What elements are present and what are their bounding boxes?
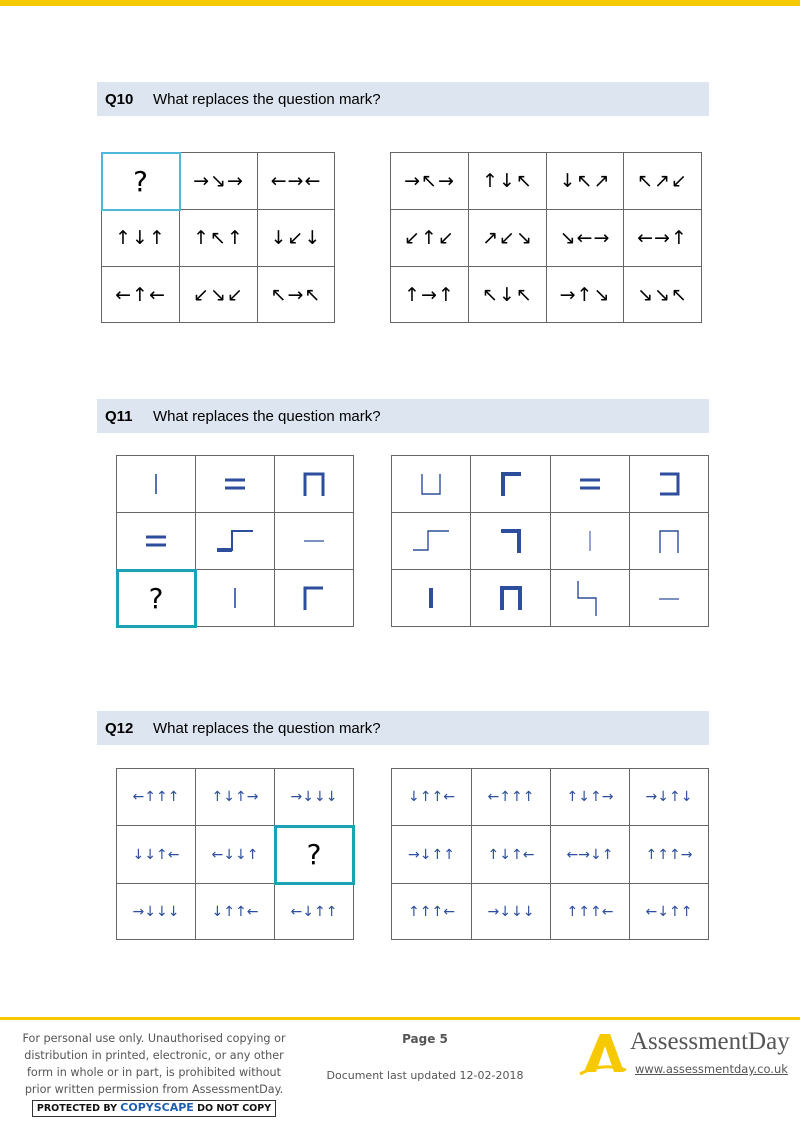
arrow-sequence: ↑↓↑→ — [211, 789, 259, 805]
question-header-q12 — [97, 711, 709, 745]
double-horizontal-bar-shape — [215, 469, 255, 499]
puzzle-cell — [102, 210, 180, 267]
q10-options-grid — [390, 152, 702, 323]
arrow-sequence: ↑↑↑→ — [645, 846, 693, 863]
puzzle-cell — [258, 267, 335, 323]
puzzle-cell — [196, 826, 275, 884]
puzzle-cell — [117, 456, 196, 513]
puzzle-cell — [258, 210, 335, 267]
puzzle-cell — [117, 884, 196, 940]
option-cell[interactable] — [469, 267, 547, 323]
website-link[interactable]: www.assessmentday.co.uk — [635, 1062, 788, 1076]
arrow-sequence: ↑→↑ — [404, 283, 455, 306]
arrow-sequence: ↑↑↑← — [408, 903, 455, 920]
bracket-right-shape — [649, 469, 689, 499]
step-shape — [409, 526, 453, 556]
thick-vertical-bar-shape — [411, 583, 451, 613]
option-cell[interactable] — [547, 210, 624, 267]
puzzle-cell — [196, 884, 275, 940]
step-shape — [213, 526, 257, 556]
arrow-sequence: →↑↘ — [559, 283, 611, 306]
q11-puzzle-grid — [116, 455, 354, 627]
arrow-sequence: →↓↓↓ — [487, 903, 535, 920]
arrow-sequence: ↑↖↑ — [193, 227, 244, 249]
option-cell[interactable] — [630, 456, 709, 513]
arch-shape — [294, 469, 334, 499]
option-cell[interactable] — [392, 826, 472, 884]
arrow-sequence: ←↑↑↑ — [132, 789, 180, 805]
question-mark: ? — [306, 838, 322, 871]
question-mark-cell — [275, 826, 354, 884]
brand-name: AssessmentDay — [630, 1028, 790, 1055]
puzzle-cell — [196, 769, 275, 826]
arrow-sequence: ←↓↑↑ — [290, 903, 338, 920]
arrow-sequence: ↙↘↙ — [193, 283, 244, 306]
logo-a-icon — [578, 1032, 628, 1076]
question-mark-cell — [102, 153, 180, 210]
arrow-sequence: ↑↓↖ — [482, 170, 533, 192]
question-number: Q11 — [105, 407, 133, 425]
arrow-sequence: ↓↓↑← — [132, 846, 180, 863]
option-cell[interactable] — [630, 570, 709, 627]
option-cell[interactable] — [630, 884, 709, 940]
arrow-sequence: ↓↑↑← — [408, 789, 455, 805]
puzzle-cell — [102, 267, 180, 323]
thin-vertical-bar-shape — [570, 526, 610, 556]
option-cell[interactable] — [551, 826, 630, 884]
option-cell[interactable] — [624, 153, 702, 210]
puzzle-cell — [196, 570, 275, 627]
option-cell[interactable] — [469, 153, 547, 210]
puzzle-cell — [275, 769, 354, 826]
option-cell[interactable] — [624, 210, 702, 267]
zigzag-shape — [570, 578, 610, 618]
cup-shape — [411, 469, 451, 499]
puzzle-cell — [180, 153, 258, 210]
option-cell[interactable] — [391, 210, 469, 267]
puzzle-cell — [275, 884, 354, 940]
corner-top-right-shape — [491, 526, 531, 556]
option-cell[interactable] — [471, 456, 551, 513]
question-mark: ? — [133, 164, 148, 198]
puzzle-cell — [258, 153, 335, 210]
option-cell[interactable] — [392, 570, 471, 627]
thin-horizontal-dash-shape — [294, 526, 334, 556]
arrow-sequence: ↑↑↑← — [566, 903, 614, 920]
option-cell[interactable] — [551, 769, 630, 826]
option-cell[interactable] — [471, 513, 551, 570]
option-cell[interactable] — [472, 884, 551, 940]
option-cell[interactable] — [469, 210, 547, 267]
option-cell[interactable] — [630, 769, 709, 826]
q11-options-grid — [391, 455, 709, 627]
arrow-sequence: →↓↑↓ — [645, 789, 693, 805]
option-cell[interactable] — [472, 769, 551, 826]
question-text: What replaces the question mark? — [153, 90, 381, 108]
question-number: Q10 — [105, 90, 134, 108]
puzzle-cell — [275, 513, 354, 570]
arrow-sequence: ↑↓↑← — [487, 846, 535, 863]
copyscape-suffix: DO NOT COPY — [197, 1103, 272, 1114]
page-number: Page 5 — [402, 1032, 448, 1046]
corner-top-left-shape — [294, 583, 334, 613]
arrow-sequence: ←→↓↑ — [566, 846, 614, 863]
arrow-sequence: ↓↑↑← — [211, 903, 259, 920]
arrow-sequence: ↑↓↑ — [115, 227, 166, 249]
last-updated: Document last updated 12-02-2018 — [326, 1069, 524, 1082]
arrow-sequence: ↗↙↘ — [482, 227, 533, 249]
option-cell[interactable] — [392, 884, 472, 940]
puzzle-cell — [180, 267, 258, 323]
arrow-sequence: ↓↙↓ — [270, 227, 322, 249]
option-cell[interactable] — [551, 456, 630, 513]
question-mark-cell — [117, 570, 196, 627]
option-cell[interactable] — [472, 826, 551, 884]
puzzle-cell — [117, 826, 196, 884]
arrow-sequence: →↓↑↑ — [408, 846, 455, 863]
question-text: What replaces the question mark? — [153, 719, 381, 737]
arrow-sequence: ↖→↖ — [270, 283, 322, 306]
arrow-sequence: ↖↗↙ — [637, 170, 688, 192]
arrow-sequence: →↓↓↓ — [132, 903, 180, 920]
puzzle-cell — [275, 570, 354, 627]
thin-horizontal-dash-shape — [649, 583, 689, 613]
arrow-sequence: ←→← — [270, 170, 322, 192]
arch-shape — [649, 526, 689, 556]
copyscape-prefix: PROTECTED BY — [36, 1103, 117, 1114]
option-cell[interactable] — [624, 267, 702, 323]
arrow-sequence: ←→↑ — [637, 227, 688, 249]
thin-vertical-bar-shape — [215, 583, 255, 613]
arrow-sequence: ←↑↑↑ — [487, 789, 535, 805]
arrow-sequence: ←↓↓↑ — [211, 846, 259, 863]
option-cell[interactable] — [551, 513, 630, 570]
option-cell[interactable] — [551, 884, 630, 940]
question-header-q10 — [97, 82, 709, 116]
arrow-sequence: →↖→ — [404, 170, 455, 192]
q12-options-grid — [391, 768, 709, 940]
option-cell[interactable] — [547, 267, 624, 323]
puzzle-cell — [275, 456, 354, 513]
arch-shape — [491, 583, 531, 613]
arrow-sequence: →↓↓↓ — [290, 789, 338, 805]
arrow-sequence: →↘→ — [193, 170, 244, 192]
option-cell[interactable] — [630, 513, 709, 570]
arrow-sequence: ↓↖↗ — [559, 170, 611, 192]
puzzle-cell — [117, 769, 196, 826]
arrow-sequence: ↘←→ — [559, 227, 611, 249]
option-cell[interactable] — [547, 153, 624, 210]
arrow-sequence: ↖↓↖ — [482, 283, 533, 306]
q12-puzzle-grid — [116, 768, 354, 940]
q10-puzzle-grid — [101, 152, 335, 323]
puzzle-cell — [117, 513, 196, 570]
copyright-notice: For personal use only. Unauthorised copying or distribution in printed, electronic, or any other form in whole or in part, is prohibited without prior written permission from AssessmentDay. — [22, 1032, 286, 1096]
arrow-sequence: ←↓↑↑ — [645, 903, 693, 920]
thin-vertical-bar-shape — [136, 469, 176, 499]
option-cell[interactable] — [551, 570, 630, 627]
double-horizontal-bar-shape — [136, 526, 176, 556]
puzzle-cell — [180, 210, 258, 267]
question-mark: ? — [148, 581, 164, 615]
option-cell[interactable] — [630, 826, 709, 884]
puzzle-cell — [196, 513, 275, 570]
arrow-sequence: ↙↑↙ — [404, 227, 455, 249]
question-text: What replaces the question mark? — [153, 407, 381, 425]
copyscape-badge[interactable] — [32, 1100, 276, 1117]
arrow-sequence: ←↑← — [115, 283, 166, 306]
arrow-sequence: ↘↘↖ — [637, 283, 688, 306]
copyscape-brand: COPYSCAPE — [120, 1101, 194, 1114]
option-cell[interactable] — [391, 267, 469, 323]
double-horizontal-bar-shape — [570, 469, 610, 499]
option-cell[interactable] — [471, 570, 551, 627]
assessmentday-logo — [578, 1028, 793, 1088]
top-accent-bar — [0, 0, 800, 6]
question-header-q11 — [97, 399, 709, 433]
corner-top-left-shape — [491, 469, 531, 499]
option-cell[interactable] — [392, 769, 472, 826]
puzzle-cell — [196, 456, 275, 513]
footer-notice — [18, 1030, 290, 1117]
option-cell[interactable] — [391, 153, 469, 210]
option-cell[interactable] — [392, 513, 471, 570]
arrow-sequence: ↑↓↑→ — [566, 789, 614, 805]
question-number: Q12 — [105, 719, 134, 737]
option-cell[interactable] — [392, 456, 471, 513]
footer-accent-line — [0, 1017, 800, 1020]
